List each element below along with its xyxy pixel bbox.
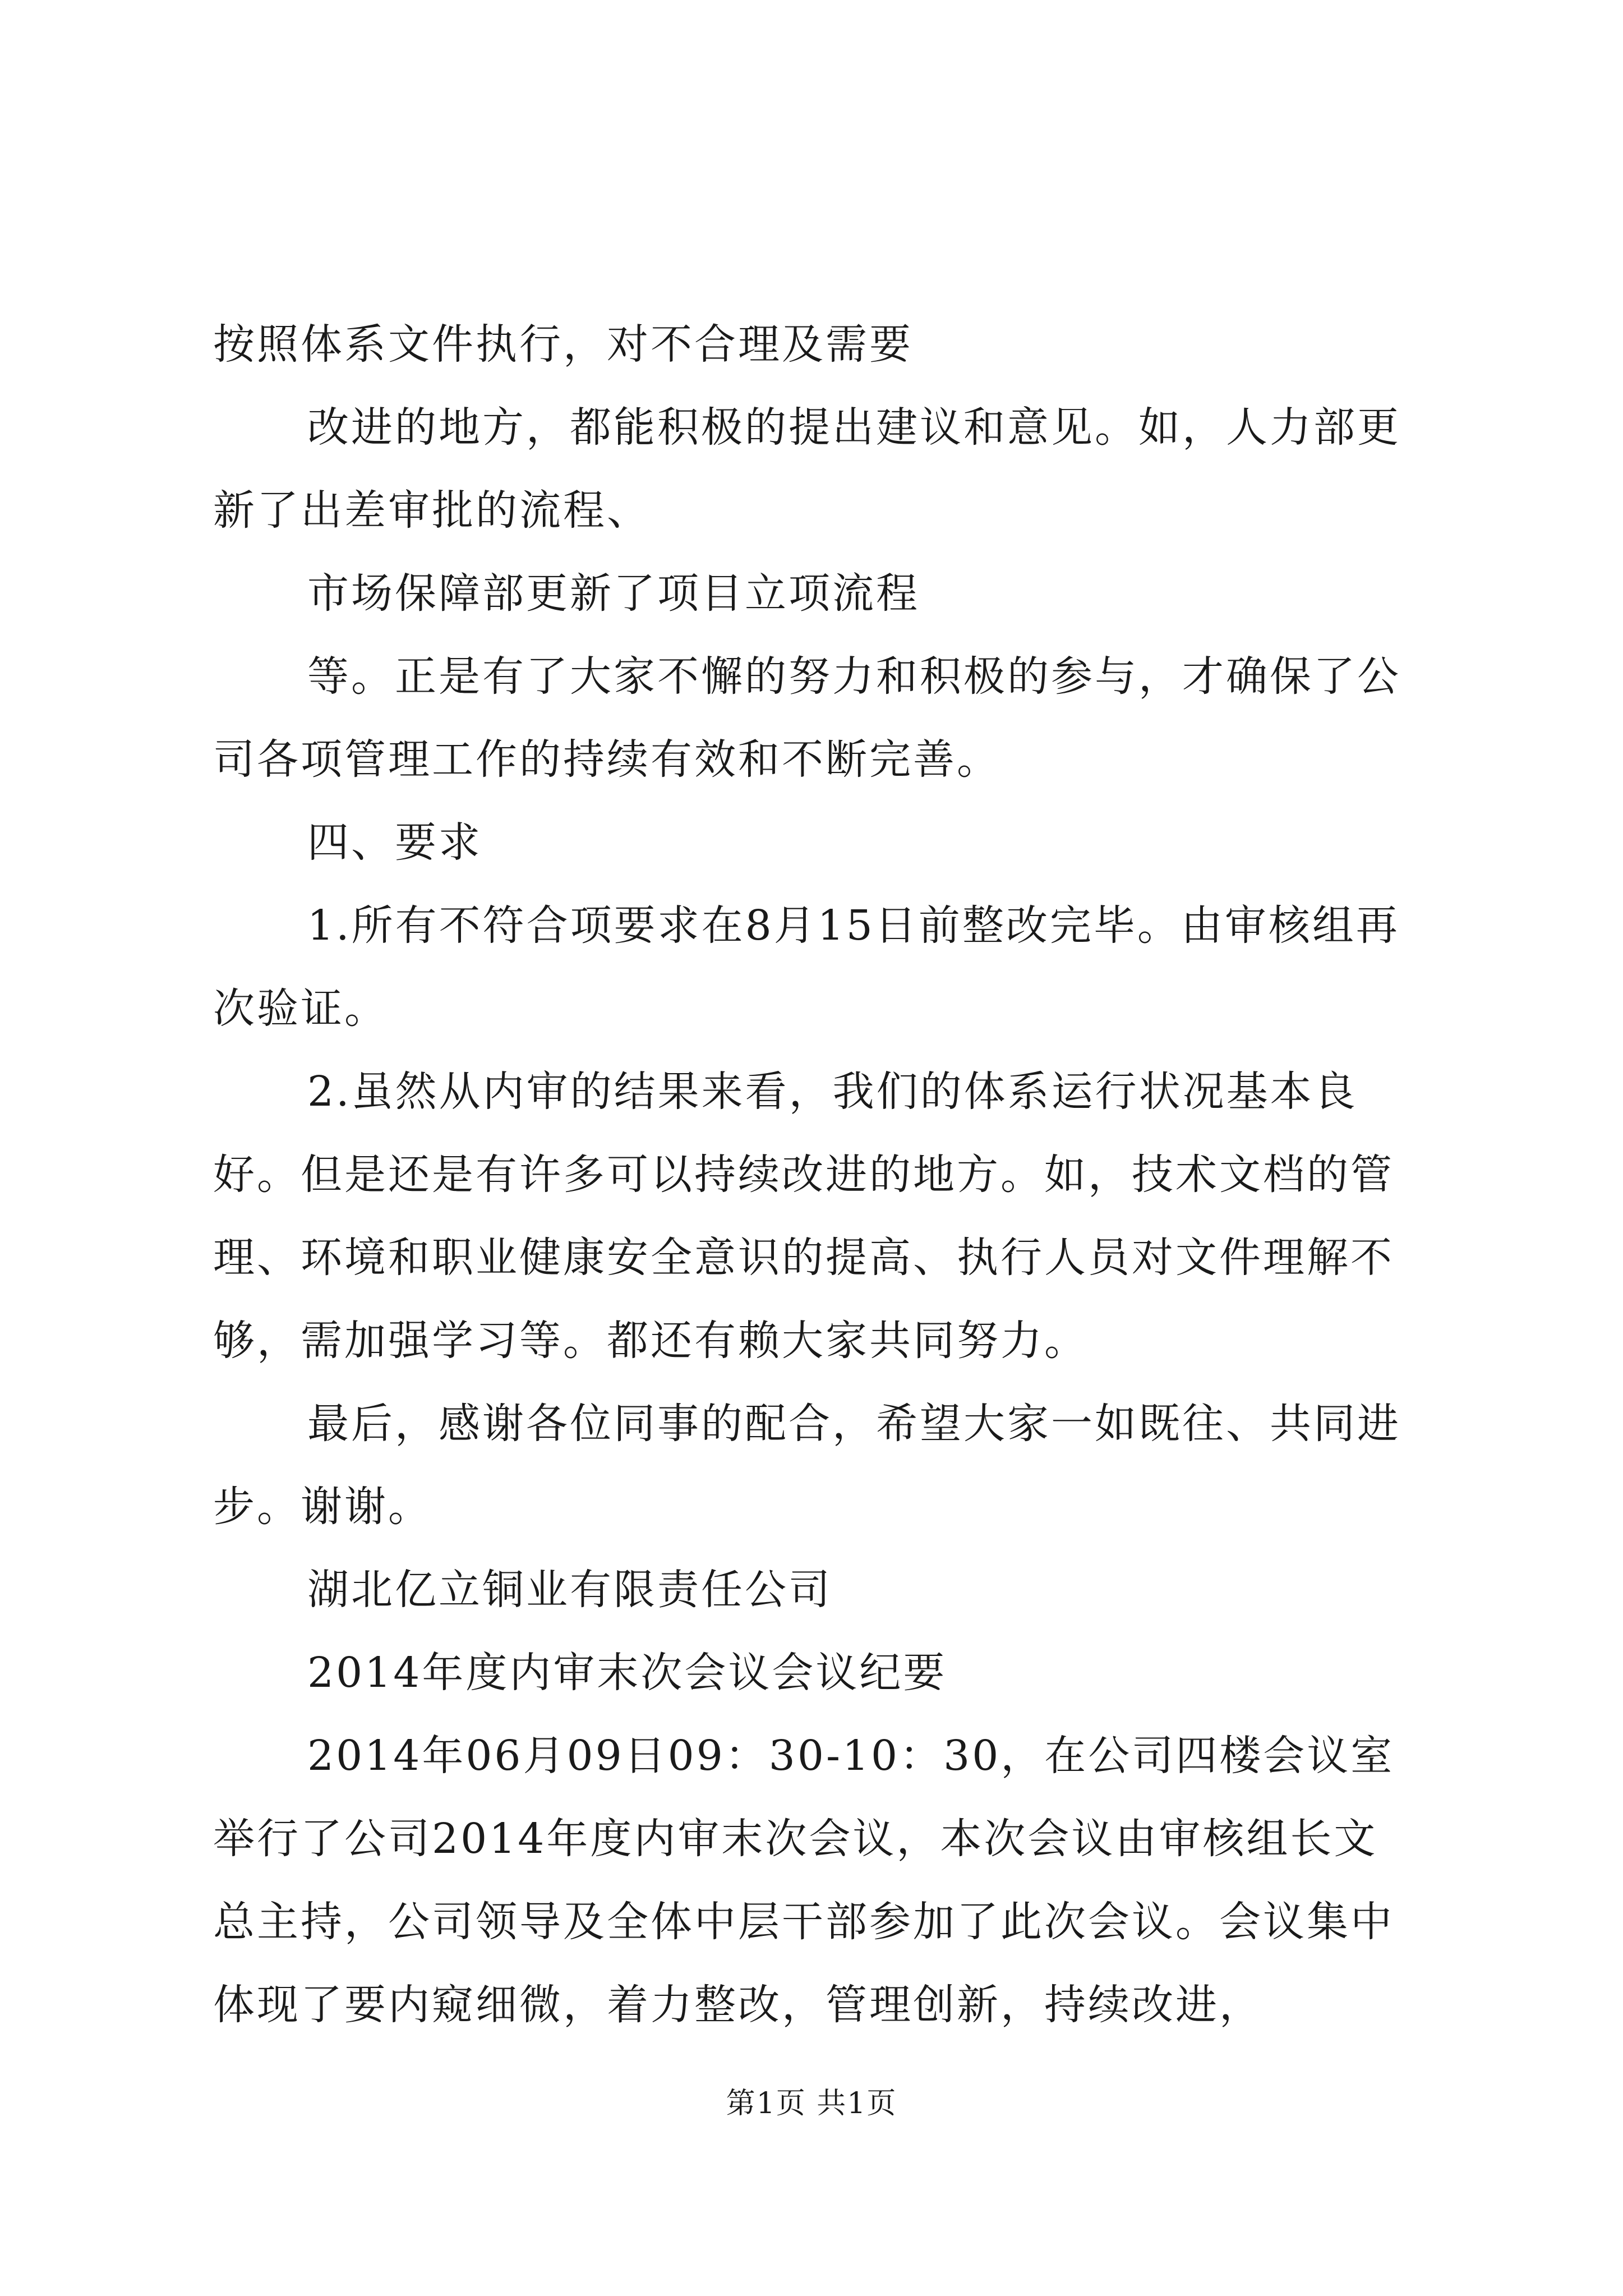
company-name: 湖北亿立铜业有限责任公司 xyxy=(307,1566,832,1614)
paragraph-3: 市场保障部更新了项目立项流程 xyxy=(307,569,920,618)
requirement-item-1: 1.所有不符合项要求在8月15日前整改完毕。由审核组再次验证。 xyxy=(213,901,1400,1033)
closing-paragraph: 最后，感谢各位同事的配合，希望大家一如既往、共同进步。谢谢。 xyxy=(213,1400,1401,1531)
paragraph-1: 按照体系文件执行，对不合理及需要 xyxy=(213,320,913,369)
paragraph-4: 等。正是有了大家不懈的努力和积极的参与，才确保了公司各项管理工作的持续有效和不断完善。 xyxy=(213,652,1401,784)
document-body xyxy=(213,303,1413,2046)
minutes-title: 2014年度内审末次会议会议纪要 xyxy=(307,1649,947,1697)
section-heading-requirements: 四、要求 xyxy=(307,818,482,867)
page-number-footer: 第1页 共1页 xyxy=(726,2087,897,2120)
paragraph-2: 改进的地方，都能积极的提出建议和意见。如，人力部更新了出差审批的流程、 xyxy=(213,403,1401,535)
requirement-item-2: 2.虽然从内审的结果来看，我们的体系运行状况基本良好。但是还是有许多可以持续改进的地方。如，技术文档的管理、环境和职业健康安全意识的提高、执行人员对文件理解不够，需加强学习等。都还有赖大家共同努力。 xyxy=(213,1068,1394,1365)
minutes-body: 2014年06月09日09：30-10：30，在公司四楼会议室举行了公司2014年度内审末次会议，本次会议由审核组长文总主持，公司领导及全体中层干部参加了此次会议。会议集中体现了要内窥细微，着力整改，管理创新，持续改进， xyxy=(213,1732,1395,2029)
